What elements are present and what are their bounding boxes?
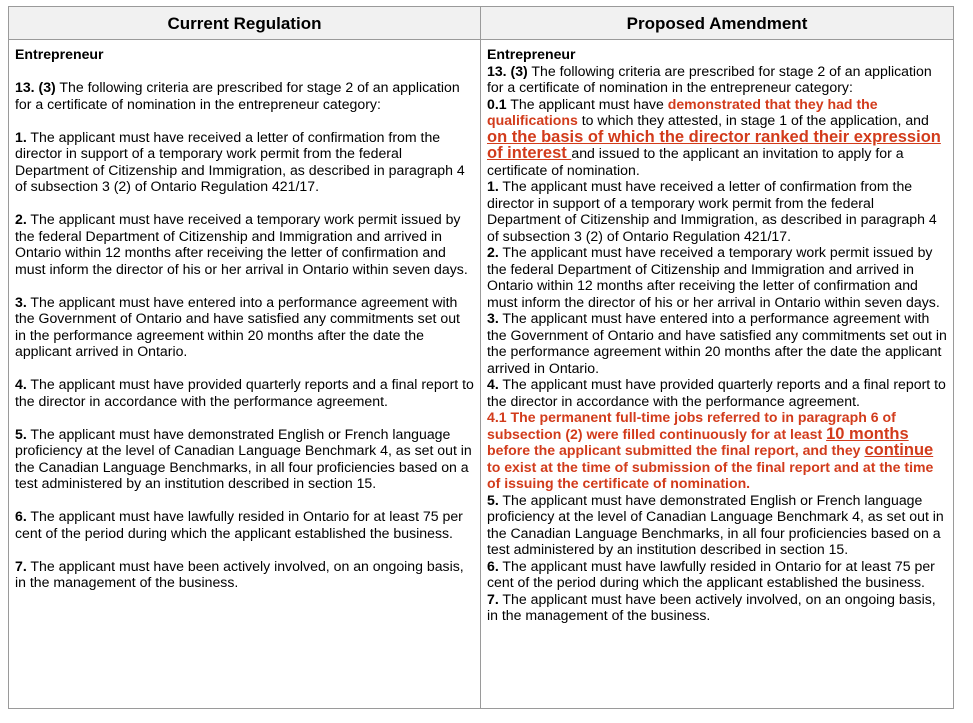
criterion-text: The applicant must have lawfully resided in Ontario for at least 75 per cent of the period during which the applicant established the business. xyxy=(15,508,463,541)
amended-text-underlined: 10 months xyxy=(826,424,909,443)
criterion-text: The applicant must have lawfully resided in Ontario for at least 75 per cent of the period during which the applicant established the business. xyxy=(487,557,935,590)
criterion-number: 6. xyxy=(15,508,27,524)
criterion-number: 1. xyxy=(15,128,27,145)
criterion-1 xyxy=(15,129,474,195)
section-heading: Entrepreneur xyxy=(15,46,104,62)
intro-paragraph xyxy=(487,63,947,96)
criterion-3 xyxy=(15,294,474,360)
criterion-number: 7. xyxy=(15,557,27,574)
amended-text-underlined: continue xyxy=(864,441,934,459)
criterion-text: The applicant must have provided quarterly reports and a final report to the director in accordance with the performance agreement. xyxy=(15,376,474,409)
criterion-number: 2. xyxy=(15,211,27,227)
criterion-3 xyxy=(487,310,947,376)
intro-paragraph xyxy=(15,79,474,112)
criterion-5 xyxy=(15,426,474,492)
amended-text: before the applicant submitted the final report, and they xyxy=(487,442,865,458)
criterion-4 xyxy=(487,376,947,409)
section-heading: Entrepreneur xyxy=(487,46,576,62)
intro-text: The following criteria are prescribed for stage 2 of an application for a certificate of nomination in the entrepreneur category: xyxy=(487,62,932,95)
criterion-0-1 xyxy=(487,96,947,179)
criterion-6 xyxy=(487,558,947,591)
section-number: 13. (3) xyxy=(15,79,56,95)
criterion-text: to which they attested, in stage 1 of the application, and xyxy=(577,112,929,128)
amended-text: 4.1 The permanent full-time jobs referred to in paragraph 6 of subsection (2) were filled continuously for at least xyxy=(487,409,896,442)
criterion-text: The applicant must have demonstrated English or French language proficiency at the level of Canadian Language Benchmark 4, as set out in the Canadian Language Benchmarks, in all four proficiencies based on a test administered by an institution described in section 15. xyxy=(15,425,472,491)
criterion-number: 5. xyxy=(487,491,499,508)
current-regulation-column xyxy=(9,40,481,708)
criterion-2 xyxy=(487,244,947,310)
criterion-number: 0.1 xyxy=(487,95,507,112)
current-regulation-header: Current Regulation xyxy=(9,7,481,40)
criterion-text: The applicant must have provided quarterly reports and a final report to the director in accordance with the performance agreement. xyxy=(487,376,946,409)
criterion-7 xyxy=(487,591,947,624)
criterion-5 xyxy=(487,492,947,558)
criterion-text: The applicant must have been actively involved, on an ongoing basis, in the management of the business. xyxy=(15,557,464,590)
criterion-4 xyxy=(15,376,474,409)
amended-text: to exist at the time of submission of the final report and at the time of issuing the certificate of nomination. xyxy=(487,458,934,491)
criterion-text: The applicant must have received a letter of confirmation from the director in support of a temporary work permit from the federal Department of Citizenship and Immigration, as described in paragraph 4 of subsection 3 (2) of Ontario Regulation 421/17. xyxy=(487,178,937,244)
amended-text-underlined: on the basis of which the director ranked their expression of interest xyxy=(487,127,941,162)
proposed-amendment-header: Proposed Amendment xyxy=(481,7,953,40)
criterion-number: 6. xyxy=(487,557,499,574)
criterion-7 xyxy=(15,558,474,591)
criterion-text: and issued to the applicant an invitation to apply for a certificate of nomination. xyxy=(487,145,904,178)
criterion-4-1 xyxy=(487,409,947,492)
criterion-text: The applicant must have entered into a performance agreement with the Government of Ontario and have satisfied any commitments set out in the performance agreement within 20 months after the date the applicant arrived in Ontario. xyxy=(487,310,947,376)
criterion-number: 3. xyxy=(15,293,27,310)
criterion-number: 5. xyxy=(15,425,27,442)
amended-text: demonstrated that they had the qualifications xyxy=(487,95,878,128)
criterion-number: 7. xyxy=(487,590,499,607)
comparison-table xyxy=(8,6,954,709)
criterion-text: The applicant must have demonstrated English or French language proficiency at the level of Canadian Language Benchmark 4, as set out in the Canadian Language Benchmarks, in all four proficiencies based on a test administered by an institution described in section 15. xyxy=(487,491,944,557)
criterion-text: The applicant must have been actively involved, on an ongoing basis, in the management of the business. xyxy=(487,590,936,623)
criterion-number: 4. xyxy=(487,376,499,392)
criterion-number: 4. xyxy=(15,376,27,392)
intro-text: The following criteria are prescribed for stage 2 of an application for a certificate of nomination in the entrepreneur category: xyxy=(15,79,460,112)
criterion-number: 1. xyxy=(487,178,499,194)
criterion-6 xyxy=(15,508,474,541)
criterion-2 xyxy=(15,211,474,277)
criterion-number: 2. xyxy=(487,244,499,260)
criterion-number: 3. xyxy=(487,310,499,326)
criterion-text: The applicant must have received a temporary work permit issued by the federal Department of Citizenship and Immigration and arrived in Ontario within 12 months after receiving the letter of confirmation and must inform the director of his or her arrival in Ontario within seven days. xyxy=(15,211,468,277)
criterion-text: The applicant must have received a temporary work permit issued by the federal Department of Citizenship and Immigration and arrived in Ontario within 12 months after receiving the letter of confirmation and must inform the director of his or her arrival in Ontario within seven days. xyxy=(487,244,940,310)
criterion-1 xyxy=(487,178,947,244)
section-number: 13. (3) xyxy=(487,62,528,79)
criterion-text: The applicant must have received a letter of confirmation from the director in support of a temporary work permit from the federal Department of Citizenship and Immigration, as described in paragraph 4 of subsection 3 (2) of Ontario Regulation 421/17. xyxy=(15,128,465,194)
criterion-text: The applicant must have xyxy=(506,95,668,112)
proposed-amendment-column xyxy=(481,40,953,708)
criterion-text: The applicant must have entered into a performance agreement with the Government of Ontario and have satisfied any commitments set out in the performance agreement within 20 months after the date the applicant arrived in Ontario. xyxy=(15,293,460,359)
